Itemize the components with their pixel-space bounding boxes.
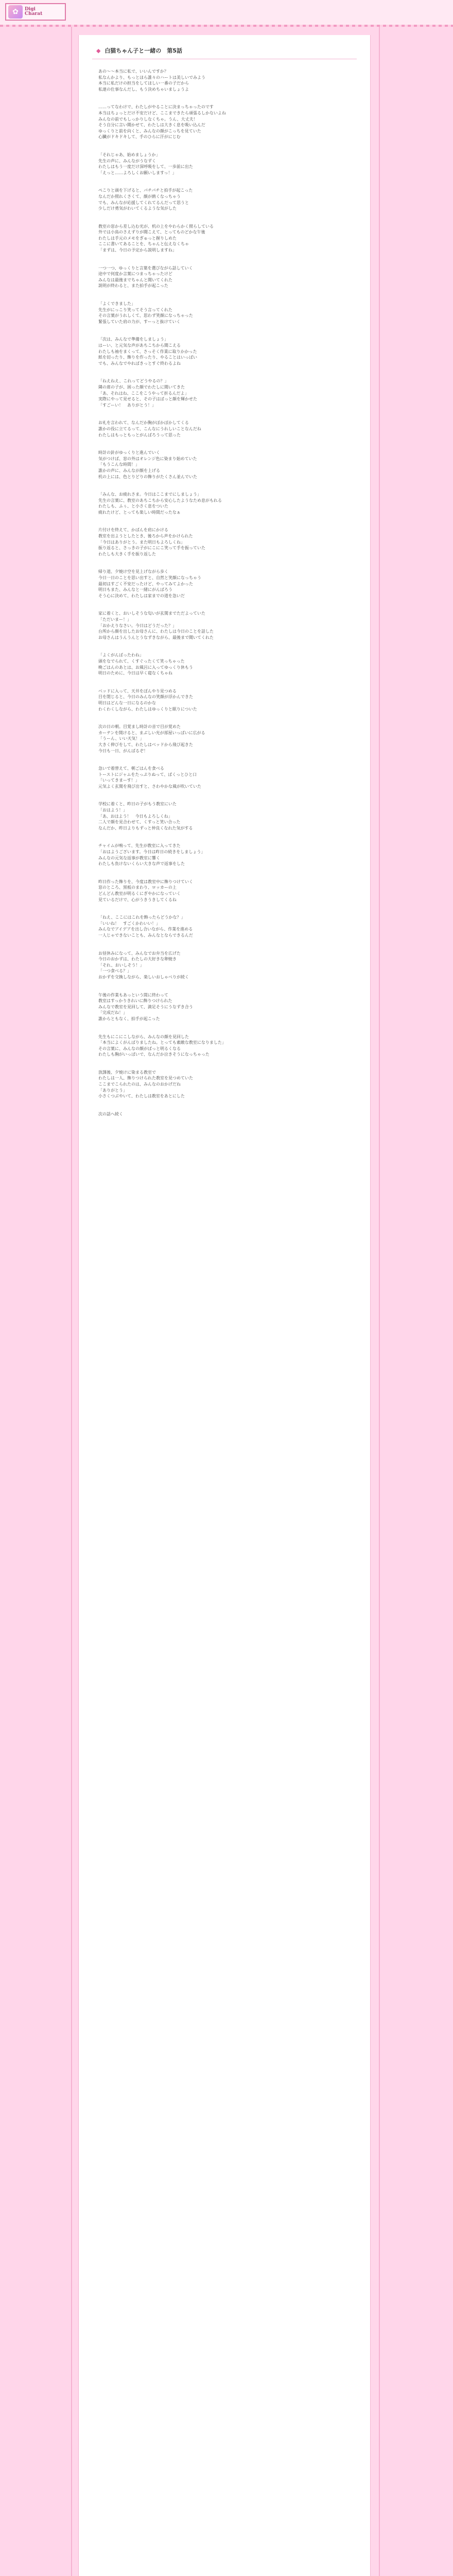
story-line: 「おはよう！」 <box>98 808 127 813</box>
paragraph-gap <box>98 366 340 378</box>
story-paragraph <box>98 152 340 176</box>
story-line: ここに書いてあることを、ちゃんと伝えなくちゃ <box>98 242 189 247</box>
story-line: 「よくできました」 <box>98 301 135 307</box>
story-line: 「ねえ、ここにはこれを飾ったらどうかな？」 <box>98 915 185 920</box>
story-line: みんなの元気な返事が教室に響く <box>98 855 160 860</box>
story-paragraph <box>98 224 340 253</box>
story-paragraph <box>98 420 340 438</box>
paragraph-gap <box>98 1058 340 1070</box>
paragraph-gap <box>98 867 340 879</box>
story-line: 疲れたけど、とっても楽しい時間だったなぁ <box>98 510 181 515</box>
story-line: 本当に私だけの担当をしてほしい一番の子だから <box>98 81 189 86</box>
story-line: 「まずは、今日の予定から説明しますね」 <box>98 248 177 253</box>
story-line: わたしも大きく手を振り返した <box>98 551 156 556</box>
story-paragraph <box>98 951 340 980</box>
story-paragraph <box>98 914 340 938</box>
story-line: 次の話へ続く <box>98 1111 123 1116</box>
story-line: 「完成だね！」 <box>98 1010 127 1015</box>
story-line: みんなで教室を見回して、満足そうにうなずき合う <box>98 1004 193 1009</box>
story-line: 隣の席の子が、困った顔でわたしに聞いてきた <box>98 384 185 389</box>
story-line: 本当はちょっとだけ不安だけど、ここまできたら頑張るしかないよね <box>98 110 226 115</box>
story-line: カーテンを開けると、まぶしい光が部屋いっぱいに広がる <box>98 730 205 735</box>
story-paragraph <box>98 1034 340 1058</box>
story-line: 「次は、みんなで準備をしましょう」 <box>98 337 168 342</box>
story-line: おかずを交換しながら、楽しいおしゃべりが続く <box>98 974 189 979</box>
story-line: その言葉がうれしくて、思わず笑顔になっちゃった <box>98 313 193 318</box>
story-paragraph <box>98 378 340 408</box>
story-line: 見ているだけで、心がうきうきしてくるね <box>98 897 177 902</box>
story-paragraph <box>98 69 340 92</box>
story-line: みんなでアイデアを出し合いながら、作業を進める <box>98 927 193 932</box>
logo-icon: ✿ <box>8 5 23 19</box>
story-line: 今日のおかずは、わたしの大好きな卵焼き <box>98 957 177 962</box>
story-line: なんだか、昨日よりもずっと仲良くなれた気がする <box>98 825 193 831</box>
story-line: 実際にやって見せると、その子はぱっと顔を輝かせた <box>98 397 197 402</box>
chapter-title: 白猫ちゃん子と一緒の 第5話 <box>104 47 182 54</box>
story-line: ゆっくりと前を向くと、みんなの顔がこっちを見ていた <box>98 128 201 133</box>
story-line: わたしも、ふぅ、と小さく息をついた <box>98 504 168 509</box>
story-line: 外では小鳥のさえずりが聞こえて、とってものどかな午後 <box>98 230 205 235</box>
paragraph-gap <box>98 140 340 152</box>
story-line: 最初はすごく不安だったけど、やってみてよかった <box>98 581 193 586</box>
story-line: 「ただいまー！」 <box>98 617 131 622</box>
story-paragraph <box>98 1070 340 1099</box>
story-line: ベッドに入って、天井をぼんやり見つめる <box>98 688 177 693</box>
story-line: 説明が終わると、また拍手が起こった <box>98 283 168 289</box>
story-paragraph <box>98 569 340 599</box>
story-line: はーい、と元気な声があちこちから聞こえる <box>98 343 181 348</box>
story-line: 途中で何度か言葉につまっちゃったけど <box>98 272 172 277</box>
story-line: 「ねえねえ、これってどうやるの？」 <box>98 379 169 384</box>
paragraph-gap <box>98 289 340 301</box>
story-line: お礼を言われて、なんだか胸がぽかぽかしてくる <box>98 420 189 426</box>
story-paragraph <box>98 492 340 515</box>
story-line: そう心に決めて、わたしは家までの道を急いだ <box>98 593 185 598</box>
story-line: 「おはようございます。今日は昨日の続きをしましょう」 <box>98 850 205 855</box>
story-line: あの～～本当に私で、いいんですか？ <box>98 69 168 74</box>
story-line: 緊張していた肩の力が、すーっと抜けていく <box>98 319 181 324</box>
story-line: わたしも胸がいっぱいで、なんだか泣きそうになっちゃった <box>98 1052 210 1057</box>
paragraph-gap <box>98 676 340 688</box>
heading-bullet-icon: ◆ <box>96 47 101 54</box>
story-line: ……ってなわけで、わたしがやることに決まっちゃったのです <box>98 105 214 110</box>
story-line: 机の上には、色とりどりの飾りがたくさん並んでいた <box>98 474 197 479</box>
right-decorative-rule <box>379 27 380 2576</box>
paragraph-gap <box>98 1022 340 1034</box>
story-paragraph <box>98 688 340 712</box>
site-title-line1: Digi <box>25 6 36 12</box>
story-line: その言葉に、みんなの顔がぱっと明るくなる <box>98 1046 181 1051</box>
paragraph-gap <box>98 831 340 843</box>
paragraph-gap <box>98 325 340 336</box>
story-line: 急いで着替えて、朝ごはんを食べる <box>98 766 164 771</box>
story-line: 「いってきまーす！」 <box>98 778 140 783</box>
story-line: 昨日作った飾りを、今度は教室中に飾りつけていく <box>98 879 193 884</box>
story-line: 「ありがとう」 <box>98 1088 127 1093</box>
story-paragraph <box>98 1111 340 1117</box>
story-paragraph <box>98 265 340 289</box>
paragraph-gap <box>98 480 340 492</box>
story-line: 時計の針がゆっくりと進んでいく <box>98 450 160 455</box>
story-line: 二人で顔を見合わせて、くすっと笑い合った <box>98 820 181 825</box>
paragraph-gap <box>98 754 340 766</box>
story-line: 紙を切ったり、飾りを作ったり、やることはいっぱい <box>98 355 197 360</box>
paragraph-gap <box>98 408 340 420</box>
story-line: どんどん教室が明るくにぎやかになっていく <box>98 891 181 896</box>
story-line: 「すごーい！ ありがとう！」 <box>98 402 156 408</box>
story-line: ぺこりと頭を下げると、パチパチと拍手が起こった <box>98 188 193 193</box>
story-container <box>78 35 371 2576</box>
story-line: トーストにジャムをたっぷりぬって、ぱくっとひと口 <box>98 772 197 777</box>
story-paragraph <box>98 104 340 140</box>
story-line: 「よくがんばったわね」 <box>98 653 144 658</box>
story-line: お母さんはうんうんとうなずきながら、最後まで聞いてくれた <box>98 635 214 640</box>
story-line: わたしも負けないくらい大きな声で返事をした <box>98 861 185 867</box>
story-line: 少しだけ勇気がわいてくるような気がした <box>98 206 177 211</box>
paragraph-gap <box>98 438 340 450</box>
paragraph-gap <box>98 92 340 104</box>
chapter-heading <box>96 46 370 55</box>
story-line: 小さくつぶやいて、わたしは教室をあとにした <box>98 1094 185 1099</box>
story-paragraph <box>98 301 340 325</box>
story-paragraph <box>98 336 340 366</box>
story-line: 私達の仕事なんだし、もう決めちゃいましょうよ <box>98 87 189 92</box>
story-line: 先生の言葉に、教室のあちこちから安心したようなため息がもれる <box>98 498 222 503</box>
story-line: 台所から顔を出したお母さんに、わたしは今日のことを話した <box>98 629 214 634</box>
paragraph-gap <box>98 789 340 801</box>
story-line: 家に着くと、おいしそうな匂いが玄関までただよっていた <box>98 611 205 616</box>
story-line: 先生がにっこり笑ってそう言ってくれた <box>98 307 172 312</box>
paragraph-gap <box>98 903 340 914</box>
story-line: 教室の窓から差し込む光が、机の上をやわらかく照らしている <box>98 224 214 229</box>
story-line: わくわくしながら、わたしはゆっくりと眠りについた <box>98 706 197 711</box>
story-line: 「それ、おいしそう！」 <box>98 962 144 968</box>
story-line: 「あ、それはね、ここをこうやって折るんだよ」 <box>98 391 189 396</box>
header-strip <box>0 0 453 27</box>
story-line: お昼休みになって、みんなでお弁当を広げた <box>98 951 181 956</box>
story-paragraph <box>98 527 340 557</box>
story-line: 「一つ食べる？」 <box>98 969 131 974</box>
paragraph-gap <box>98 640 340 652</box>
story-line: 誰かの役に立てるって、こんなにうれしいことなんだね <box>98 426 201 431</box>
story-line: 「おかえりなさい。今日はどうだった？」 <box>98 623 177 628</box>
paragraph-gap <box>98 599 340 611</box>
story-line: みんなの前でもしっかりしなくちゃ。うん、大丈夫！ <box>98 116 198 122</box>
story-line: 「あ、おはよう！ 今日もよろしくね」 <box>98 814 172 819</box>
site-title <box>25 7 42 17</box>
story-line: わたしは手元のメモをぎゅっと握りしめた <box>98 235 177 241</box>
story-line: 明日のために、今日は早く寝なくちゃね <box>98 671 172 676</box>
story-line: 私なんかより、もっとほら誰々のハートは美しいでみよう <box>98 75 205 80</box>
story-paragraph <box>98 450 340 480</box>
story-line: そう自分に言い聞かせて、わたしは大きく息を吸い込んだ <box>98 123 205 128</box>
story-line: 教室を出ようとしたとき、後ろから声をかけられた <box>98 534 193 539</box>
story-line: 「今日はありがとう。また明日もよろしくね」 <box>98 539 185 545</box>
story-line: 気がつけば、窓の外はオレンジ色に染まり始めていた <box>98 456 197 461</box>
story-line: 「本当によくがんばりましたね。とっても素敵な教室になりました」 <box>98 1040 226 1045</box>
story-paragraph <box>98 843 340 867</box>
story-paragraph <box>98 992 340 1022</box>
story-line: 「もうこんな時間！」 <box>98 462 140 467</box>
story-line: 大きく伸びをして、わたしはベッドから飛び起きた <box>98 742 193 747</box>
story-paragraph <box>98 766 340 789</box>
paragraph-gap <box>98 515 340 527</box>
story-line: 片付けを終えて、かばんを肩にかける <box>98 528 168 533</box>
story-line: 「みんな、お疲れさま。今日はここまでにしましょう」 <box>98 492 201 497</box>
story-line: 「いいね！ すごくかわいい！」 <box>98 921 160 926</box>
site-logo-banner[interactable] <box>5 3 66 21</box>
story-line: 元気よく玄関を飛び出すと、さわやかな風が吹いていた <box>98 784 201 789</box>
story-line: 振り返ると、さっきの子がにこにこ笑って手を振っていた <box>98 546 205 551</box>
story-line: わたしは一人、飾りつけられた教室を見つめていた <box>98 1076 193 1081</box>
story-line: 「えっと……よろしくお願いしますっ！」 <box>98 170 177 175</box>
story-paragraph <box>98 879 340 903</box>
story-line: 一つ一つ、ゆっくりと言葉を選びながら話していく <box>98 265 193 270</box>
story-line: 午後の作業もあっという間に終わって <box>98 992 168 997</box>
story-line: チャイムが鳴って、先生が教室に入ってきた <box>98 843 181 849</box>
story-line: 一人じゃできないことも、みんなとならできるんだ <box>98 933 193 938</box>
story-line: わたしはもっともっとがんばろうって思った <box>98 432 181 437</box>
story-paragraph <box>98 652 340 676</box>
story-line: 教室はすっかりきれいに飾りつけられた <box>98 998 172 1004</box>
paragraph-gap <box>98 1099 340 1111</box>
story-line: 窓のところ、黒板のまわり、ロッカーの上 <box>98 885 177 890</box>
story-paragraph <box>98 724 340 754</box>
story-line: 放課後、夕焼けに染まる教室で <box>98 1070 156 1075</box>
story-line: 頭をなでられて、くすぐったくて笑っちゃった <box>98 658 185 664</box>
story-line: わたしも袖をまくって、さっそく作業に取りかかった <box>98 349 197 354</box>
paragraph-gap <box>98 253 340 265</box>
story-line: 「それじゃあ、始めましょうか」 <box>98 152 160 157</box>
left-decorative-rule <box>71 27 72 2576</box>
story-paragraph <box>98 188 340 211</box>
story-line: 明日もまた、みんなと一緒にがんばろう <box>98 587 172 592</box>
story-line: 今日も一日、がんばるぞ！ <box>98 748 148 753</box>
story-line: 今日一日のことを思い出すと、自然と笑顔になっちゃう <box>98 575 201 581</box>
paragraph-gap <box>98 557 340 569</box>
paragraph-gap <box>98 980 340 992</box>
story-line: ここまでこられたのは、みんなのおかげだね <box>98 1082 181 1087</box>
site-title-line2: Charat <box>25 11 43 16</box>
story-line: 先生もにこにこしながら、みんなの顔を見回した <box>98 1034 189 1039</box>
story-line: 「うーん、いい天気！」 <box>98 736 144 741</box>
story-line: わたしはもう一度だけ深呼吸をして、一歩前に出た <box>98 164 193 170</box>
story-line: 次の日の朝。目覚まし時計の音で目が覚めた <box>98 724 181 730</box>
story-line: 誰かの声に、みんなが顔を上げる <box>98 468 160 473</box>
story-line: でも、みんなが応援してくれてるんだって思うと <box>98 200 189 205</box>
story-line: 晩ごはんのあとは、お風呂に入ってゆっくり休もう <box>98 665 193 670</box>
paragraph-gap <box>98 939 340 951</box>
story-paragraph <box>98 801 340 831</box>
story-line: 明日はどんな一日になるのかな <box>98 700 156 705</box>
story-line: みんなは最後までちゃんと聞いてくれた <box>98 277 172 282</box>
story-line: 先生の声に、みんながうなずく <box>98 158 156 163</box>
story-line: 目を閉じると、今日のみんなの笑顔が浮かんできた <box>98 694 193 700</box>
story-body <box>98 69 340 1117</box>
story-line: 学校に着くと、昨日の子がもう教室にいた <box>98 802 177 807</box>
story-line: 帰り道、夕焼け空を見上げながら歩く <box>98 569 168 574</box>
story-paragraph <box>98 611 340 640</box>
paragraph-gap <box>98 712 340 724</box>
story-line: 心臓がドキドキして、手のひらに汗がにじむ <box>98 134 181 140</box>
story-line: でも、みんなでやればきっとすぐ終わるよね <box>98 361 181 366</box>
story-line: 誰からともなく、拍手が起こった <box>98 1016 160 1021</box>
paragraph-gap <box>98 212 340 224</box>
story-line: なんだか照れくさくて、顔が熱くなっちゃう <box>98 194 181 199</box>
paragraph-gap <box>98 176 340 188</box>
